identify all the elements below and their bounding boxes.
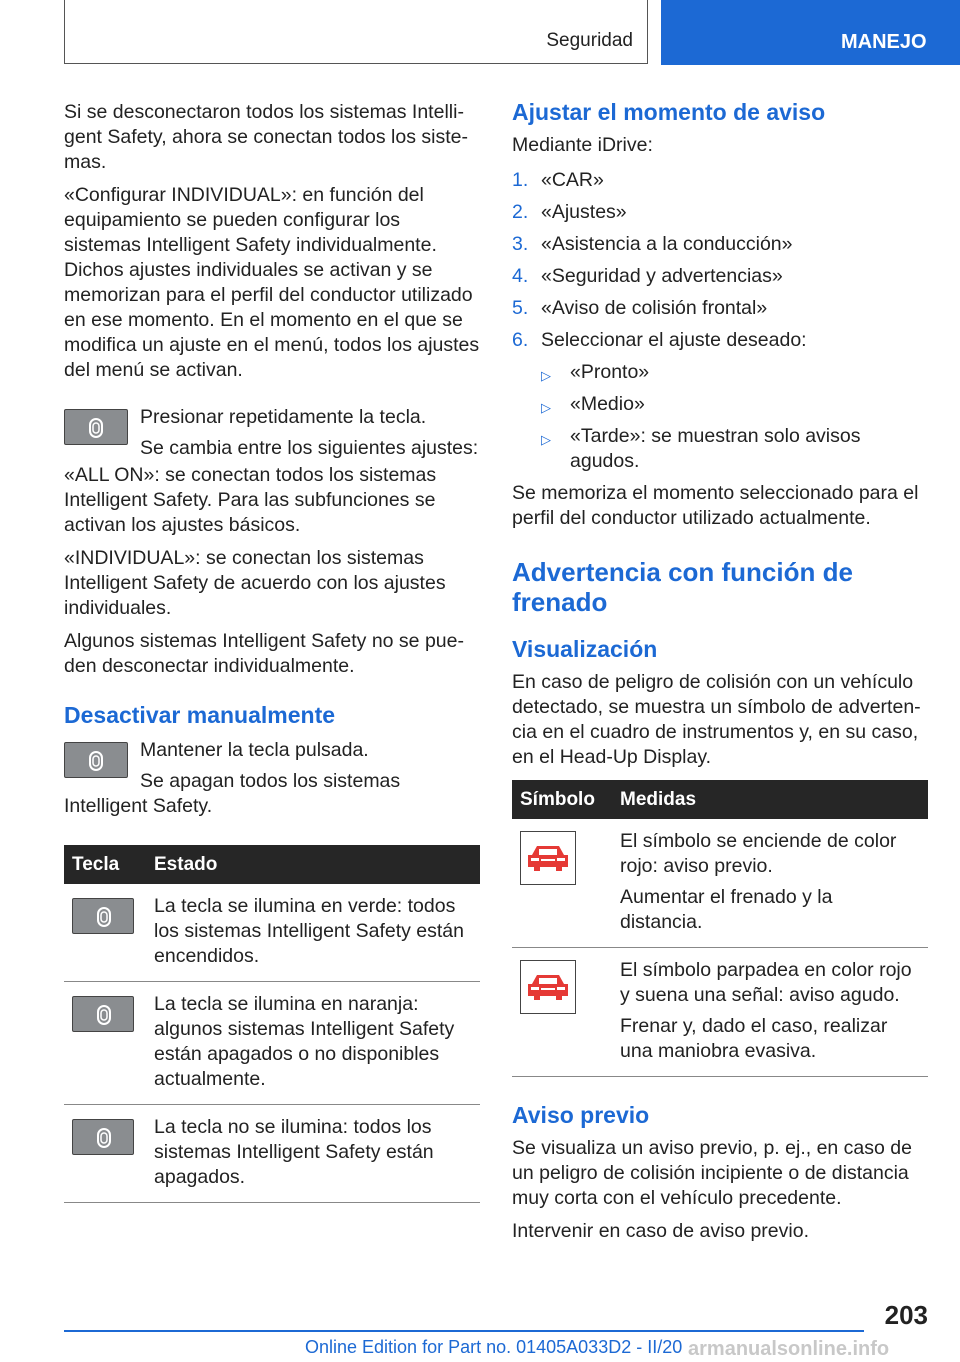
table-row: [64, 982, 480, 1105]
header-chapter-tab[interactable]: MANEJO: [661, 0, 960, 65]
table-row: [64, 1105, 480, 1203]
paragraph: Se memoriza el momento seleccionado para el perfil del conductor utilizado actualmente.: [512, 482, 919, 529]
step-number: 4.: [512, 265, 529, 287]
option-text: «Tarde»: se muestran solo avisos agudos.: [570, 425, 861, 472]
section-heading: Ajustar el momento de aviso: [512, 99, 826, 125]
intelligent-safety-key-icon: [72, 1119, 134, 1155]
subsection-heading: Aviso previo: [512, 1102, 650, 1128]
list-item: [512, 424, 928, 474]
paragraph: Algunos sistemas Intelligent Safety no se pueden desconectar individualmente.: [64, 630, 464, 677]
option-text: «Medio»: [570, 393, 645, 415]
table-header: Estado: [146, 845, 480, 884]
paragraph: «Configurar INDIVIDUAL»: en función del equipamiento se pueden configurar los sistemas Intelligent Safety individualmente. Dichos ajustes individuales se activan y se memorizan para el perfil del conductor utilizado en ese momento. En el momento en el que se modifica un ajuste en el menú, todos los ajustes del menú se activan.: [64, 184, 480, 381]
key-instruction-text: Mantener la tecla pulsada.: [140, 739, 369, 761]
header-section-title: Seguridad: [546, 30, 633, 51]
left-column: [64, 100, 480, 1203]
step-text: «Aviso de colisión frontal»: [541, 297, 768, 319]
key-instruction-hold: [64, 738, 480, 819]
step-text: «CAR»: [541, 169, 604, 191]
list-item: [512, 296, 928, 321]
paragraph: Intervenir en caso de aviso previo.: [512, 1220, 809, 1242]
paragraph: «ALL ON»: se conectan todos los sistemas Intelligent Safety. Para las subfunciones se activan los ajustes básicos.: [64, 464, 437, 536]
footer-divider: [64, 1330, 864, 1332]
table-cell: Aumentar el frenado y la distancia.: [620, 886, 833, 933]
step-number: 1.: [512, 169, 529, 191]
paragraph: «INDIVIDUAL»: se conectan los sistemas Intelligent Safety de acuerdo con los ajustes individuales.: [64, 547, 446, 619]
intelligent-safety-key-icon: [72, 996, 134, 1032]
option-text: «Pronto»: [570, 361, 650, 383]
watermark: armanualsonline.info: [688, 1338, 890, 1360]
step-text: «Ajustes»: [541, 201, 627, 223]
list-item: [512, 328, 928, 353]
steps-list: [512, 168, 928, 353]
footer-edition-text: Online Edition for Part no. 01405A033D2 - II/20: [305, 1337, 683, 1357]
step-text: «Asistencia a la conducción»: [541, 233, 793, 255]
section-heading: Desactivar manualmente: [64, 702, 336, 728]
list-item: [512, 264, 928, 289]
triangle-bullet-icon: ▷: [541, 400, 551, 415]
table-row: [512, 819, 928, 948]
triangle-bullet-icon: ▷: [541, 368, 551, 383]
step-number: 6.: [512, 329, 529, 351]
collision-warning-car-icon: [520, 960, 576, 1014]
table-cell: La tecla no se ilumina: todos los sistemas Intelligent Safety están apagados.: [146, 1105, 480, 1203]
intelligent-safety-key-icon: [72, 898, 134, 934]
table-cell: El símbolo parpadea en color rojo y suena una señal: aviso agudo.: [620, 959, 912, 1006]
right-column: [512, 100, 928, 1252]
key-status-table: [64, 845, 480, 1203]
list-item: [512, 392, 928, 417]
options-list: [512, 360, 928, 474]
step-text: Seleccionar el ajuste deseado:: [541, 329, 807, 351]
list-item: [512, 232, 928, 257]
step-number: 3.: [512, 233, 529, 255]
paragraph: En caso de peligro de colisión con un vehículo detectado, se muestra un símbolo de advertencia en el cuadro de instrumentos y, en su caso, en el Head-Up Display.: [512, 671, 921, 768]
table-cell: El símbolo se enciende de color rojo: aviso previo.: [620, 830, 897, 877]
header-box: [64, 0, 648, 64]
step-number: 2.: [512, 201, 529, 223]
section-heading: Advertencia con función de frenado: [512, 557, 853, 617]
table-header: Medidas: [612, 780, 928, 819]
list-item: [512, 360, 928, 385]
collision-warning-car-icon: [520, 831, 576, 885]
page-number: 203: [884, 1300, 928, 1330]
list-item: [512, 200, 928, 225]
list-item: [512, 168, 928, 193]
table-cell: La tecla se ilumina en naranja: algunos sistemas Intelligent Safety están apagados o no disponibles actualmente.: [146, 982, 480, 1105]
triangle-bullet-icon: ▷: [541, 432, 551, 447]
paragraph: Si se desconectaron todos los sistemas Intelligent Safety, ahora se conectan todos los sistemas.: [64, 101, 468, 173]
table-header: Símbolo: [512, 780, 612, 819]
paragraph: Mediante iDrive:: [512, 134, 653, 156]
step-number: 5.: [512, 297, 529, 319]
key-instruction-text: Se cambia entre los siguientes ajustes:: [140, 437, 479, 459]
key-instruction-text-span: Se apagan todos los sistemas Intelligent Safety.: [64, 770, 401, 817]
table-cell: La tecla se ilumina en verde: todos los sistemas Intelligent Safety están encendidos.: [146, 884, 480, 982]
intelligent-safety-key-icon: [64, 742, 128, 778]
table-cell: Frenar y, dado el caso, realizar una maniobra evasiva.: [620, 1015, 888, 1062]
table-header: Tecla: [64, 845, 146, 884]
table-row: [64, 884, 480, 982]
paragraph: Se visualiza un aviso previo, p. ej., en caso de un peligro de colisión incipiente o de distancia muy corta con el vehículo precedente.: [512, 1137, 912, 1209]
key-instruction-press: [64, 405, 480, 463]
subsection-heading: Visualización: [512, 636, 658, 662]
table-row: [512, 948, 928, 1077]
key-instruction-text: Presionar repetidamente la tecla.: [140, 406, 427, 428]
symbol-table: [512, 780, 928, 1077]
intelligent-safety-key-icon: [64, 409, 128, 445]
step-text: «Seguridad y advertencias»: [541, 265, 783, 287]
